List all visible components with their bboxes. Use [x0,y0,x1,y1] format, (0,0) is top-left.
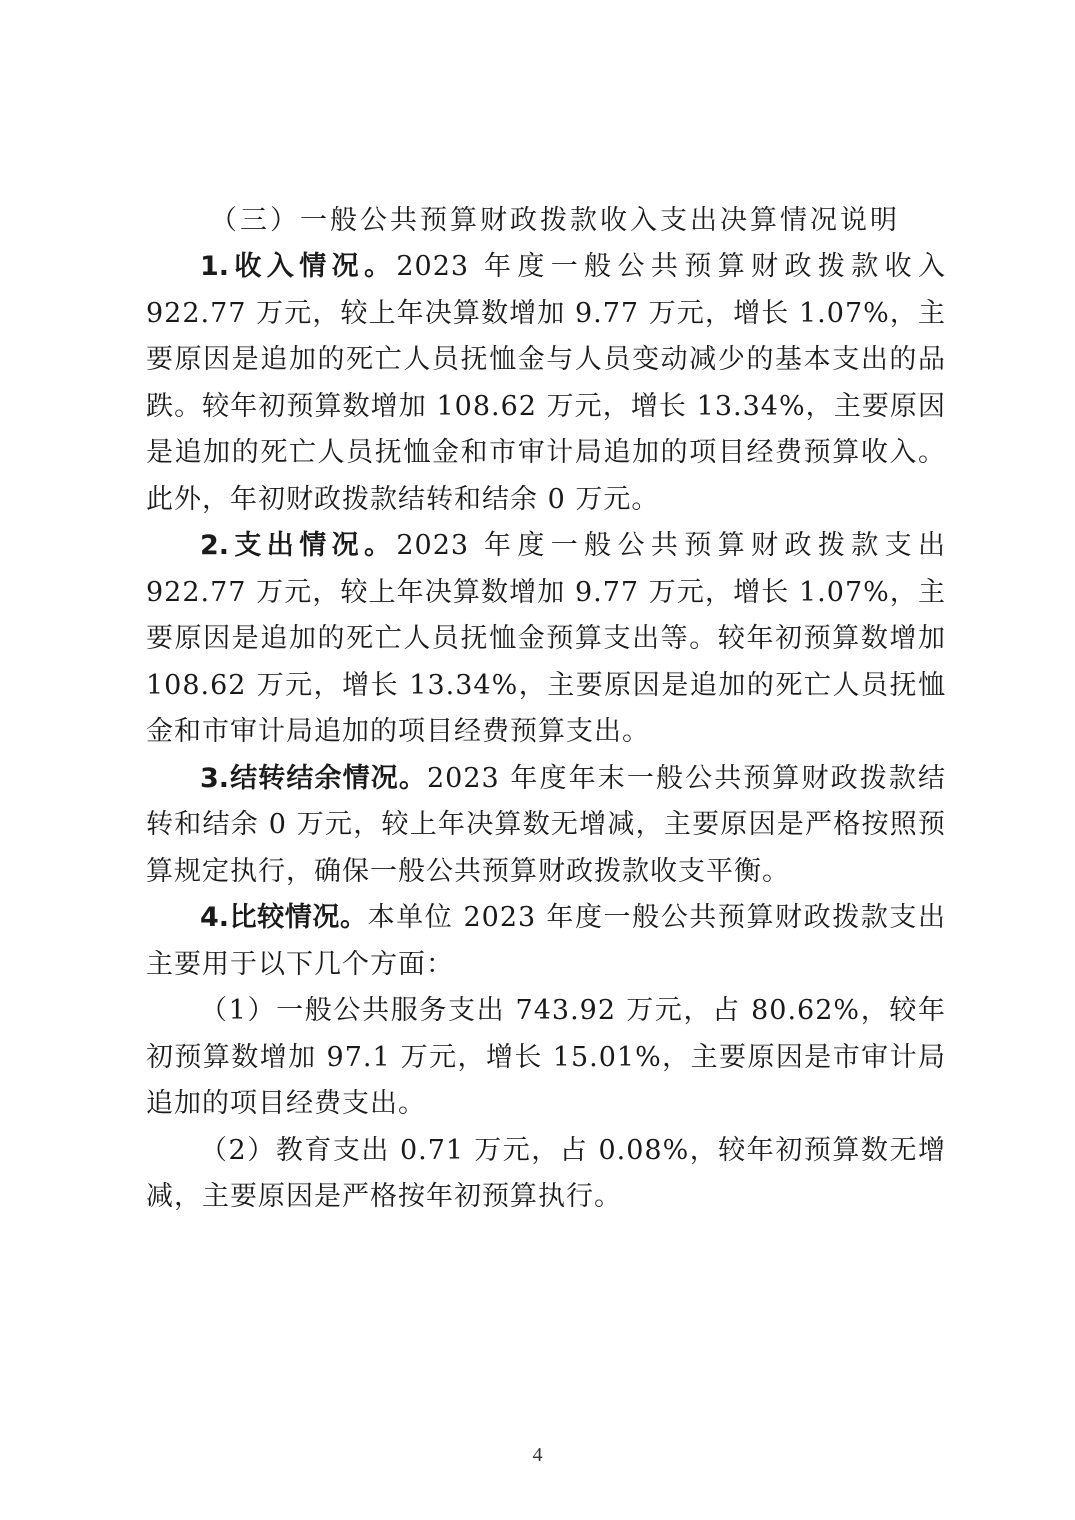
paragraph-income-body: 2023 年度一般公共预算财政拨款收入 922.77 万元，较上年决算数增加 9.77 万元，增长 1.07%，主要原因是追加的死亡人员抚恤金与人员变动减少的基本支出的品跌。较年初预算数增加 108.62 万元，增长 13.34%，主要原因是追加的死亡人员抚恤金和市审计局追加的项目经费预算收入。此外，年初财政拨款结转和结余 0 万元。 [146,251,946,515]
paragraph-comparison-title: 4.比较情况。 [200,902,368,933]
paragraph-carryover-title: 3.结转结余情况。 [200,762,427,794]
paragraph-comparison [146,895,946,988]
list-item-general-public-services: （1）一般公共服务支出 743.92 万元，占 80.62%，较年初预算数增加 97.1 万元，增长 15.01%，主要原因是市审计局追加的项目经费支出。 [146,995,946,1119]
paragraph-expenditure [146,523,946,756]
page-number: 4 [532,1444,543,1466]
paragraph-carryover [146,756,946,896]
section-heading: （三）一般公共预算财政拨款收入支出决算情况说明 [210,205,900,236]
paragraph-carryover-body: 2023 年度年末一般公共预算财政拨款结转和结余 0 万元，较上年决算数无增减，主要原因是严格按照预算规定执行，确保一般公共预算财政拨款收支平衡。 [146,762,946,887]
paragraph-expenditure-body: 2023 年度一般公共预算财政拨款支出 922.77 万元，较上年决算数增加 9.77 万元，增长 1.07%，主要原因是追加的死亡人员抚恤金预算支出等。较年初预算数增加 108.62 万元，增长 13.34%，主要原因是追加的死亡人员抚恤金和市审计局追加的项目经费预算支出。 [146,530,946,747]
paragraph-comparison-body: 本单位 2023 年度一般公共预算财政拨款支出主要用于以下几个方面： [146,902,946,980]
document-page [146,198,946,1221]
paragraph-expenditure-title: 2.支出情况。 [200,530,397,561]
list-item-education: （2）教育支出 0.71 万元，占 0.08%，较年初预算数无增减，主要原因是严格按年初预算执行。 [146,1134,946,1212]
paragraph-income-title: 1.收入情况。 [200,251,397,282]
paragraph-income [146,244,946,523]
